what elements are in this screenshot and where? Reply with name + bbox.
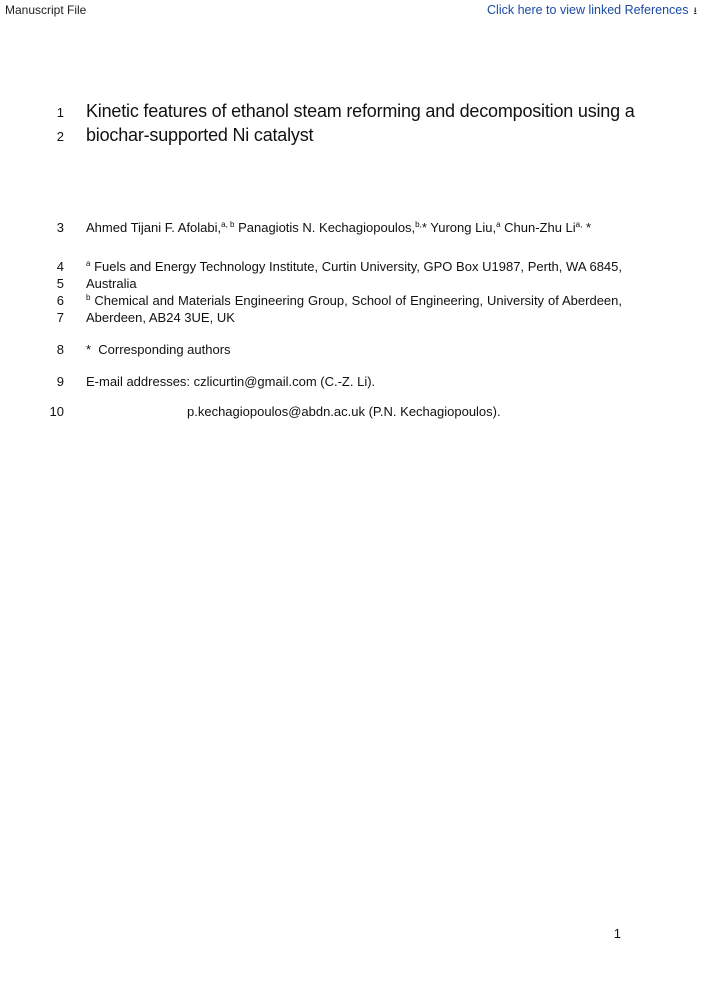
email-addresses-line-1: E-mail addresses: czlicurtin@gmail.com (C.-Z. Li). [86,374,376,389]
affiliation-b-text: Chemical and Materials Engineering Group, School of Engineering, University of Aberdeen, [90,293,622,308]
paper-title-line-1: Kinetic features of ethanol steam reforming and decomposition using a [86,101,635,121]
affiliation-b-line-1 [86,293,622,308]
line-number-9: 9 [56,374,64,389]
author-li-affiliation: a, [575,220,583,229]
linked-references-link[interactable] [487,3,697,21]
line-number-2: 2 [56,129,64,144]
line-number-5: 5 [56,276,64,291]
line-number-1: 1 [56,105,64,120]
page-number: 1 [613,926,621,941]
email-addresses-line-2: p.kechagiopoulos@abdn.ac.uk (P.N. Kechagiopoulos). [187,404,501,419]
download-icon[interactable]: ⭳ [693,6,697,17]
author-liu: * Yurong Liu, [421,220,497,235]
line-number-6: 6 [56,293,64,308]
line-number-10: 10 [49,404,64,419]
manuscript-file-label: Manuscript File [5,3,87,17]
paper-title-line-2: biochar-supported Ni catalyst [86,125,314,145]
author-liu-affiliation: a [496,220,501,229]
line-number-8: 8 [56,342,64,357]
affiliation-b-marker: b [86,293,91,302]
author-li: Chun-Zhu Li [500,220,576,235]
author-kechagiopoulos-affiliation: b, [415,220,422,229]
affiliation-b-line-2: Aberdeen, AB24 3UE, UK [86,310,235,325]
line-number-3: 3 [56,220,64,235]
author-li-star: * [582,220,592,235]
affiliation-a-marker: a [86,259,91,268]
line-number-4: 4 [56,259,64,274]
author-list [86,220,622,235]
affiliation-a-line-1 [86,259,622,274]
line-number-7: 7 [56,310,64,325]
author-afolabi: Ahmed Tijani F. Afolabi, [86,220,222,235]
affiliation-a-line-2: Australia [86,276,137,291]
affiliation-a-text: Fuels and Energy Technology Institute, Curtin University, GPO Box U1987, Perth, WA 6845, [90,259,622,274]
author-afolabi-affiliation: a, b [221,220,235,229]
corresponding-authors-note: * Corresponding authors [86,342,231,357]
linked-references-label[interactable]: Click here to view linked References [487,3,689,17]
author-kechagiopoulos: Panagiotis N. Kechagiopoulos, [234,220,416,235]
